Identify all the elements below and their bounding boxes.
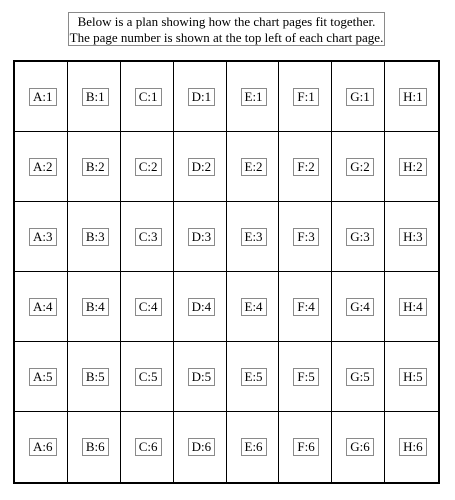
- chart-page-cell: [227, 272, 280, 342]
- page-number-label: G:5: [346, 368, 374, 386]
- chart-page-cell: [174, 132, 227, 202]
- chart-page-cell: [385, 62, 438, 132]
- chart-page-plan-grid: [13, 60, 440, 484]
- chart-page-cell: [385, 202, 438, 272]
- chart-page-cell: [15, 202, 68, 272]
- caption-line-1: Below is a plan showing how the chart pages fit together.: [77, 14, 376, 29]
- page-number-label: G:2: [346, 158, 374, 176]
- chart-page-cell: [121, 62, 174, 132]
- chart-page-cell: [279, 132, 332, 202]
- chart-page-cell: [332, 132, 385, 202]
- chart-page-cell: [332, 202, 385, 272]
- page-number-label: G:6: [346, 438, 374, 456]
- page-number-label: B:2: [82, 158, 109, 176]
- page-number-label: E:3: [241, 228, 267, 246]
- chart-page-cell: [121, 272, 174, 342]
- page-number-label: C:6: [135, 438, 162, 456]
- chart-page-cell: [385, 272, 438, 342]
- chart-page-cell: [15, 132, 68, 202]
- page-number-label: F:1: [293, 88, 318, 106]
- page-number-label: C:2: [135, 158, 162, 176]
- page-number-label: H:6: [399, 438, 427, 456]
- page-number-label: F:5: [293, 368, 318, 386]
- chart-page-cell: [332, 412, 385, 482]
- chart-page-cell: [174, 272, 227, 342]
- page-number-label: A:1: [29, 88, 57, 106]
- page-number-label: F:3: [293, 228, 318, 246]
- page-number-label: D:6: [188, 438, 216, 456]
- page-number-label: B:6: [82, 438, 109, 456]
- page-number-label: C:1: [135, 88, 162, 106]
- chart-page-cell: [174, 62, 227, 132]
- chart-page-cell: [279, 272, 332, 342]
- page-number-label: E:4: [241, 298, 267, 316]
- chart-page-cell: [174, 342, 227, 412]
- chart-page-cell: [15, 272, 68, 342]
- page-number-label: D:3: [188, 228, 216, 246]
- chart-page-cell: [227, 132, 280, 202]
- chart-page-cell: [227, 62, 280, 132]
- chart-page-cell: [15, 62, 68, 132]
- chart-page-cell: [68, 342, 121, 412]
- chart-page-cell: [385, 342, 438, 412]
- page-number-label: E:5: [241, 368, 267, 386]
- page-number-label: E:1: [241, 88, 267, 106]
- chart-page-cell: [15, 412, 68, 482]
- chart-page-cell: [227, 202, 280, 272]
- page-number-label: A:3: [29, 228, 57, 246]
- chart-page-cell: [174, 412, 227, 482]
- chart-page-cell: [385, 132, 438, 202]
- page-number-label: D:4: [188, 298, 216, 316]
- page-number-label: G:4: [346, 298, 374, 316]
- page-number-label: E:2: [241, 158, 267, 176]
- chart-page-cell: [227, 342, 280, 412]
- page-number-label: E:6: [241, 438, 267, 456]
- page-number-label: C:3: [135, 228, 162, 246]
- chart-page-cell: [279, 412, 332, 482]
- page-number-label: F:6: [293, 438, 318, 456]
- page-number-label: A:6: [29, 438, 57, 456]
- chart-page-cell: [68, 412, 121, 482]
- chart-page-cell: [15, 342, 68, 412]
- chart-page-cell: [332, 272, 385, 342]
- page-number-label: H:4: [399, 298, 427, 316]
- page-number-label: G:1: [346, 88, 374, 106]
- page-number-label: H:1: [399, 88, 427, 106]
- chart-page-cell: [68, 132, 121, 202]
- chart-page-cell: [227, 412, 280, 482]
- chart-page-cell: [121, 412, 174, 482]
- page-number-label: A:2: [29, 158, 57, 176]
- page-number-label: F:2: [293, 158, 318, 176]
- chart-page-cell: [332, 62, 385, 132]
- page-number-label: A:4: [29, 298, 57, 316]
- chart-page-cell: [174, 202, 227, 272]
- chart-page-cell: [68, 62, 121, 132]
- page-number-label: D:5: [188, 368, 216, 386]
- chart-page-cell: [121, 132, 174, 202]
- page-number-label: D:1: [188, 88, 216, 106]
- page-number-label: B:1: [82, 88, 109, 106]
- chart-page-cell: [332, 342, 385, 412]
- page-number-label: H:3: [399, 228, 427, 246]
- page-number-label: G:3: [346, 228, 374, 246]
- page-number-label: B:3: [82, 228, 109, 246]
- chart-page-cell: [385, 412, 438, 482]
- chart-page-cell: [68, 202, 121, 272]
- plan-caption: [68, 12, 385, 46]
- page-number-label: C:4: [135, 298, 162, 316]
- page-number-label: H:2: [399, 158, 427, 176]
- chart-page-cell: [279, 342, 332, 412]
- page-number-label: F:4: [293, 298, 318, 316]
- page-number-label: B:4: [82, 298, 109, 316]
- chart-page-cell: [68, 272, 121, 342]
- page-number-label: H:5: [399, 368, 427, 386]
- page-number-label: C:5: [135, 368, 162, 386]
- chart-page-cell: [279, 202, 332, 272]
- page-number-label: A:5: [29, 368, 57, 386]
- page-number-label: D:2: [188, 158, 216, 176]
- chart-page-cell: [279, 62, 332, 132]
- chart-page-cell: [121, 342, 174, 412]
- chart-page-cell: [121, 202, 174, 272]
- caption-line-2: The page number is shown at the top left of each chart page.: [69, 30, 384, 45]
- page-number-label: B:5: [82, 368, 109, 386]
